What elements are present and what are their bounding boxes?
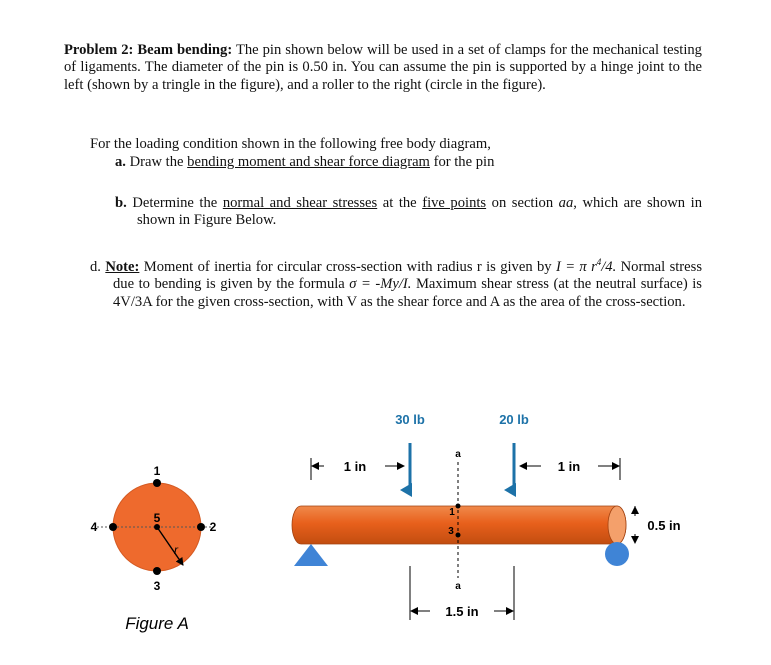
item-b-section: aa bbox=[558, 195, 574, 211]
item-b-pre: Determine the bbox=[132, 195, 218, 211]
load-30lb-label: 30 lb bbox=[395, 412, 425, 427]
beam-point-3-dot bbox=[456, 533, 461, 538]
item-b-mid: at the bbox=[382, 195, 417, 211]
item-d-formula1b: /4. bbox=[601, 258, 617, 275]
point-1-label: 1 bbox=[153, 464, 161, 478]
dim-left-label: 1 in bbox=[343, 459, 367, 474]
pin-beam bbox=[292, 506, 626, 544]
item-d-exponent: 4 bbox=[596, 257, 602, 267]
point-2-label: 2 bbox=[209, 520, 217, 534]
section-bottom-label: a bbox=[455, 581, 461, 592]
point-1-dot bbox=[153, 479, 161, 487]
dim-diameter-label: 0.5 in bbox=[647, 518, 681, 533]
hinge-support-triangle bbox=[294, 544, 328, 566]
point-4-label: 4 bbox=[90, 520, 98, 534]
beam-point-3-label: 3 bbox=[448, 526, 454, 537]
item-a-pre: Draw the bbox=[129, 154, 184, 170]
item-b-post1: on section bbox=[491, 195, 554, 211]
loading-lead: For the loading condition shown in the following free body diagram, bbox=[90, 136, 491, 152]
item-d-text1: Moment of inertia for circular cross-section with radius r is given by bbox=[143, 258, 552, 275]
item-a-link: bending moment and shear force diagram bbox=[187, 154, 430, 170]
roller-support-circle bbox=[605, 542, 629, 566]
item-a-marker: a. bbox=[115, 154, 126, 170]
figure-a-caption: Figure A bbox=[125, 614, 189, 633]
point-2-dot bbox=[197, 523, 205, 531]
load-20lb-label: 20 lb bbox=[499, 412, 529, 427]
point-5-label: 5 bbox=[153, 511, 161, 525]
problem-title: Problem 2: Beam bending: bbox=[64, 42, 233, 58]
point-4-dot bbox=[109, 523, 117, 531]
item-b-marker: b. bbox=[115, 195, 127, 211]
point-3-dot bbox=[153, 567, 161, 575]
beam-end-face bbox=[608, 506, 626, 544]
point-3-label: 3 bbox=[153, 579, 161, 593]
item-d-text3: Maximum shear stress (at the neutral surface) is 4V/3A for the given cross-section, with V as the shear force and A as the area of the cross-section. bbox=[113, 276, 702, 310]
dim-right-label: 1 in bbox=[557, 459, 581, 474]
item-d-formula1: I = π r bbox=[555, 258, 597, 275]
item-a-post: for the pin bbox=[433, 154, 495, 170]
radius-label: r bbox=[174, 543, 178, 557]
item-d-marker: d. bbox=[90, 258, 101, 275]
beam-diagram bbox=[292, 412, 681, 620]
item-b-link2: five points bbox=[422, 195, 487, 211]
item-d-note: Note: bbox=[105, 258, 140, 275]
section-top-label: a bbox=[455, 449, 461, 460]
dim-bottom-label: 1.5 in bbox=[445, 604, 479, 619]
item-d-text2: Normal stress due to bending is given by the formula bbox=[113, 258, 702, 293]
item-d-formula2: σ = -My/I. bbox=[349, 276, 412, 293]
item-b-post2: , which are shown in shown in Figure Below. bbox=[137, 195, 702, 229]
beam-point-1-dot bbox=[456, 504, 461, 509]
item-b-link1: normal and shear stresses bbox=[222, 195, 378, 211]
figure-a-cross-section bbox=[91, 464, 217, 633]
beam-point-1-label: 1 bbox=[449, 507, 455, 518]
problem-intro: The pin shown below will be used in a set of clamps for the mechanical testing of ligaments. The diameter of the pin is 0.50 in. You can assume the pin is supported by a hinge joint to the left (shown by a tringle in the figure), and a roller to the right (circle in the figure). bbox=[64, 42, 702, 93]
